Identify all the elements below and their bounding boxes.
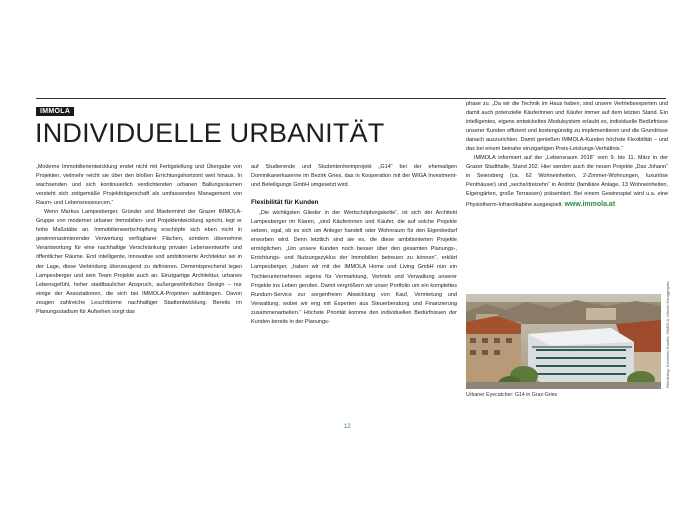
col3-paragraph-2 [466,154,668,209]
col3-paragraph-2-text: IMMOLA informiert auf der „Lebensraum 2018“ vom 9. bis 11. März in der Grazer Stadthalle, Stand 202. Hier werden auch die neuen Projekte „Das Johann“ in Seiersberg (ca. 62 Wohneinheiten, 2-Zimmer-Wohnungen, luxuriöse Penthäuser) und „sechs/dreizehn“ in Andritz (familiäre Anlage, 13 Wohneinheiten, Eigengärten, große Terrassen) präsentiert. Bei einem Gewinnspiel wird u.a. eine Physiotherm-Infrarotkabine ausgespielt. [466,155,668,208]
col1-paragraph-1: „Moderne Immobilienentwicklung endet nicht mit Fertigstellung und Übergabe von Projekten, vielmehr reicht sie über den bloßen Errichtungshorizont weit hinaus. In wachsenden und sich kontinuierlich verdichtenden urbanen Ballungsräumen versteht sich zeitgemäße Projektträgerschaft als umfassendes Management von Raum- und Lebensressourcen.“ [36,164,242,207]
column-2 [251,163,457,327]
subheading: Flexibilität für Kunden [251,199,319,207]
col1-paragraph-2: Wenn Markus Lampesberger, Gründer und Mastermind der Grazer IMMOLA-Gruppe von moderner urbaner Immobilien- und Projektentwicklung spricht, legt er hohe Maßstäbe an. Immobilienwertschöpfung erschöpfe sich eben nicht in gewinnmaximierender Verwertung verfügbarer Flächen, sondern übernehme Verantwortung für eine nachhaltige Verschränkung privater Lebensentwürfe und öffentlicher Räume. Erst intelligente, innovative und ambitionierte Architektur sei in der Lage, diese Verbindung überzeugend zu definieren. Dementsprechend legen Lampesberger und sein Team Projekte auch an. Einzigartige Architektur, urbanes Lebensgefühl, hoher stadtbaulicher Anspruch, außergewöhnliches Design – nur einige der Assoziationen, die sich bei IMMOLA-Projekten aufdrängen. Davon zeugen zahlreiche Leuchttürme nachhaltiger Stadtentwicklung. Bereits im Planungsstadium für Aufsehen sorgt das [36,209,242,315]
col2-paragraph-2: „Die wichtigsten Glieder in der Wertschöpfungskette“, ist sich der Architekt Lampesberger im Klaren, „sind Käuferinnen und Käufer, die auf solche Projekte setzen, egal, ob es sich um Anleger handelt oder Wohnraum für den Eigenbedarf erworben wird. Denn letztlich sind sie es, die diese ambitionierten Projekte ermöglichen. „Um unsere Kunden noch besser über den gesamten Planungs-, Errichtungs- und Nutzungszyklus der Immobilien betreuen zu können“, erklärt Lampesberger, „haben wir mit der IMMOLA Home und Living GmbH nun ein Tochterunternehmen eigens für Vermarktung, Vertrieb und Verwaltung unserer Projekte ins Leben gerufen. Damit vergrößern wir unser Portfolio um ein komplettes Rundum-Service zur sorgenfreien Abwicklung von Kauf, Vermietung und Verwaltung, wobei wir eng mit Experten aus Steuerberatung und Finanzierung zusammenarbeiten.“ Höchste Priorität komme den individuellen Bedürfnissen der Kunden bereits in der Planungs- [251,210,457,325]
col2-paragraph-1: auf Studierende und Studentenheimprojekt „G14“ bei der ehemaligen Dominikanerkaserne im Bezirk Gries, das in Kooperation mit der WIGA Investment- und Beteiligungs GmbH umgesetzt wird. [251,164,457,189]
article-headline: INDIVIDUELLE URBANITÄT [35,118,385,148]
column-3 [466,100,668,210]
image-caption: Urbaner Eyecatcher: G14 in Graz-Gries [466,392,558,398]
col3-paragraph-1: phase zu. „Da wir die Technik im Haus haben, sind unsere Vertriebsexperten und damit auch potenzielle Käuferinnen und Käufer immer auf dem letzten Stand. Ein intelligentes, eigens entwickeltes Modulsystem erlaubt es, individuelle Bedürfnisse unserer Kunden effizient und kostengünstig zu implementieren und die Grundrisse danach auszurichten. Damit genießen IMMOLA-Kunden höchste Flexibilität – und das bei einem beinahe einzigartigen Preis-Leistungs-Verhältnis.“ [466,101,668,153]
building-rendering-image [466,294,661,389]
photo-credit: Rendering: Schreiner Kastler, IMMOLA, iStock/ Konggraphic [665,281,670,388]
column-1 [36,163,242,317]
top-rule [36,98,666,99]
page-number: 12 [344,424,351,430]
section-tag: IMMOLA [36,107,74,116]
website-link[interactable]: www.immola.at [564,200,616,208]
